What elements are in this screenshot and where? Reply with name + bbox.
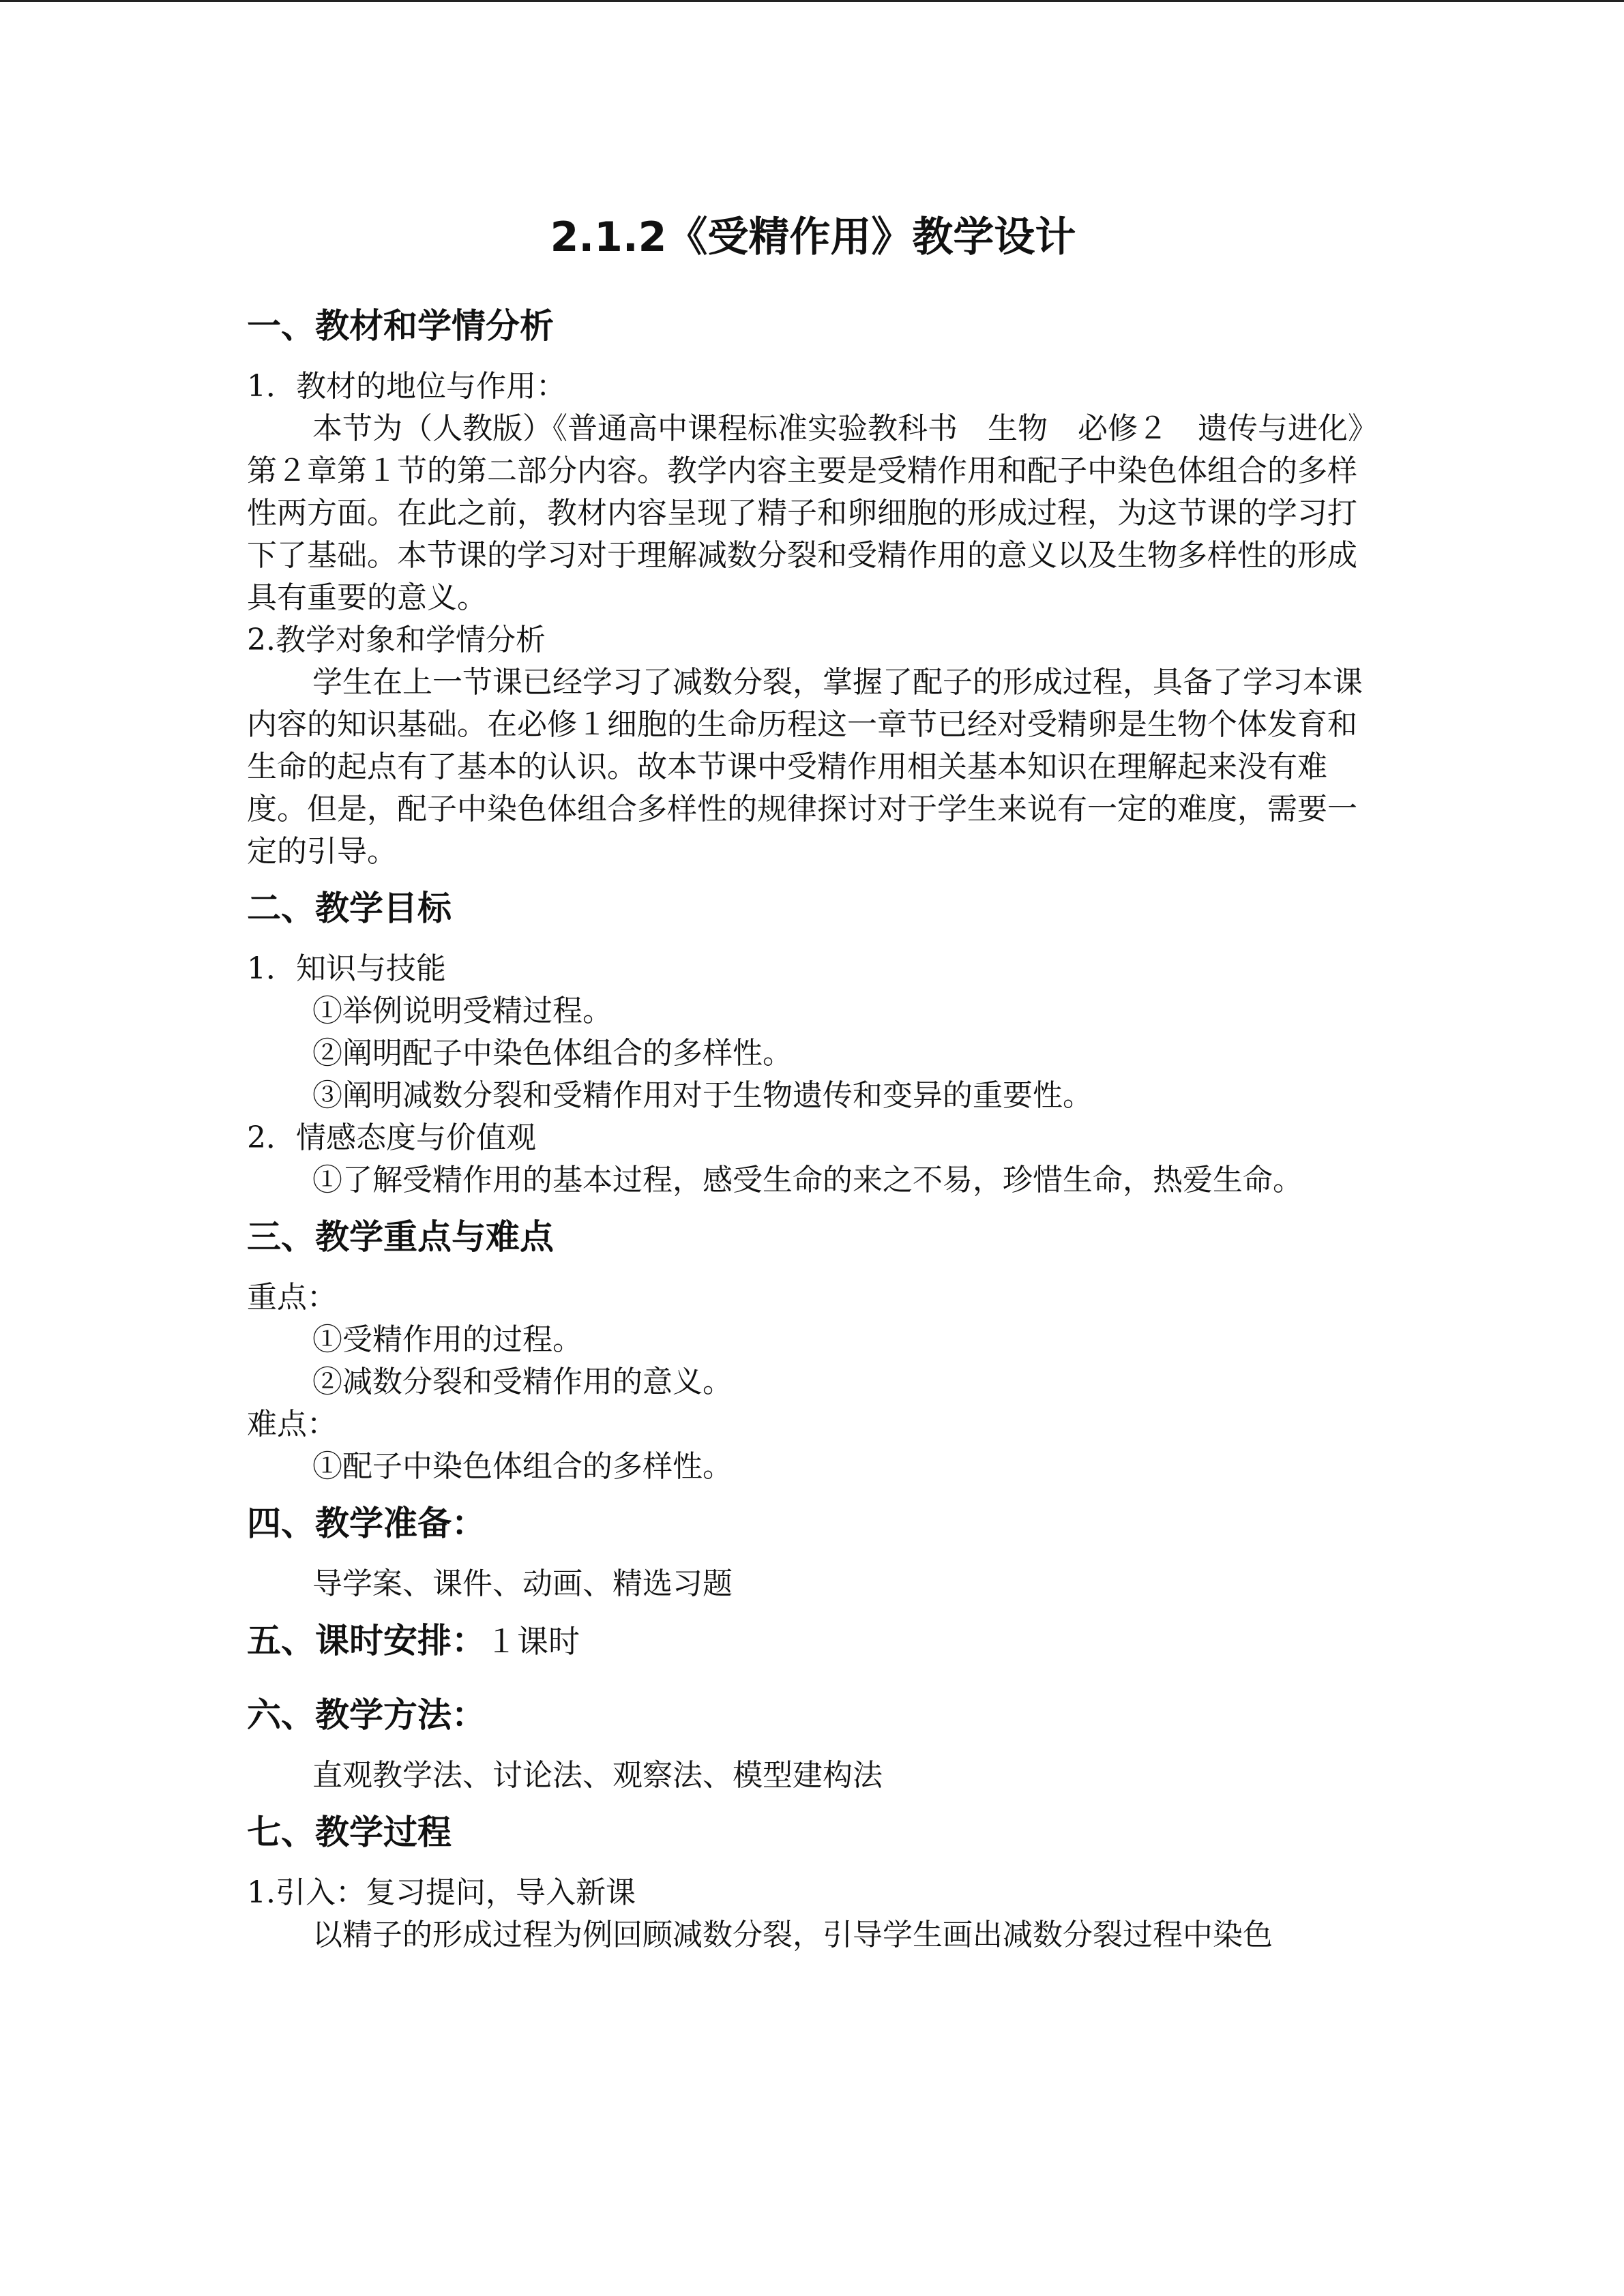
section-1-sub-1: 1．教材的地位与作用： bbox=[247, 369, 566, 404]
section-1-sub-2: 2.教学对象和学情分析 bbox=[247, 623, 546, 657]
section-2-sub-2: 2．情感态度与价值观 bbox=[247, 1120, 536, 1155]
section-2-heading: 二、教学目标 bbox=[247, 889, 452, 928]
document-page bbox=[247, 198, 1379, 1956]
section-3 bbox=[247, 1212, 1379, 1488]
section-7-sub-1: 1.引入：复习提问，导入新课 bbox=[247, 1875, 636, 1910]
key-point-item: ①受精作用的过程。 bbox=[312, 1322, 582, 1357]
section-1-paragraph-2: 学生在上一节课已经学习了减数分裂，掌握了配子的形成过程，具备了学习本课内容的知识基础。在必修１细胞的生命历程这一章节已经对受精卵是生物个体发育和生命的起点有了基本的认识。故本节课中受精作用相关基本知识在理解起来没有难度。但是，配子中染色体组合多样性的规律探讨对于学生来说有一定的难度，需要一定的引导。 bbox=[247, 665, 1363, 869]
section-1-heading: 一、教材和学情分析 bbox=[247, 306, 554, 346]
section-1-paragraph-1: 本节为（人教版）《普通高中课程标准实验教科书 生物 必修２ 遗传与进化》第２章第１节的第二部分内容。教学内容主要是受精作用和配子中染色体组合的多样性两方面。在此之前，教材内容呈现了精子和卵细胞的形成过程，为这节课的学习打下了基础。本节课的学习对于理解减数分裂和受精作用的意义以及生物多样性的形成具有重要的意义。 bbox=[247, 411, 1378, 615]
section-7 bbox=[247, 1808, 1379, 1956]
section-2-paragraph: ①了解受精作用的基本过程，感受生命的来之不易，珍惜生命，热爱生命。 bbox=[312, 1163, 1303, 1197]
page-top-border bbox=[0, 0, 1624, 2]
objective-item: ③阐明减数分裂和受精作用对于生物遗传和变异的重要性。 bbox=[312, 1078, 1093, 1113]
difficulty-item: ①配子中染色体组合的多样性。 bbox=[312, 1449, 733, 1484]
difficulty-label: 难点： bbox=[247, 1407, 337, 1442]
section-5-heading-text: 五、课时安排： bbox=[247, 1621, 486, 1660]
section-6-heading: 六、教学方法： bbox=[247, 1695, 486, 1735]
section-7-paragraph: 以精子的形成过程为例回顾减数分裂，引导学生画出减数分裂过程中染色 bbox=[312, 1918, 1273, 1952]
section-2 bbox=[247, 884, 1379, 1202]
section-6-content: 直观教学法、讨论法、观察法、模型建构法 bbox=[312, 1758, 883, 1793]
section-1 bbox=[247, 301, 1379, 873]
key-points-label: 重点： bbox=[247, 1280, 337, 1315]
section-6 bbox=[247, 1690, 1379, 1797]
section-4 bbox=[247, 1499, 1379, 1605]
section-3-heading: 三、教学重点与难点 bbox=[247, 1217, 554, 1257]
document-title: 2.1.2《受精作用》教学设计 bbox=[550, 213, 1076, 261]
section-5-heading bbox=[247, 1616, 1379, 1666]
key-point-item: ②减数分裂和受精作用的意义。 bbox=[312, 1365, 733, 1399]
objective-item: ①举例说明受精过程。 bbox=[312, 994, 612, 1028]
objective-item: ②阐明配子中染色体组合的多样性。 bbox=[312, 1036, 793, 1071]
section-7-heading: 七、教学过程 bbox=[247, 1813, 452, 1852]
section-5 bbox=[247, 1616, 1379, 1666]
section-5-content: １课时 bbox=[486, 1623, 580, 1660]
section-4-content: 导学案、课件、动画、精选习题 bbox=[312, 1566, 733, 1601]
section-2-sub-1: 1．知识与技能 bbox=[247, 951, 446, 986]
section-4-heading: 四、教学准备： bbox=[247, 1504, 486, 1543]
